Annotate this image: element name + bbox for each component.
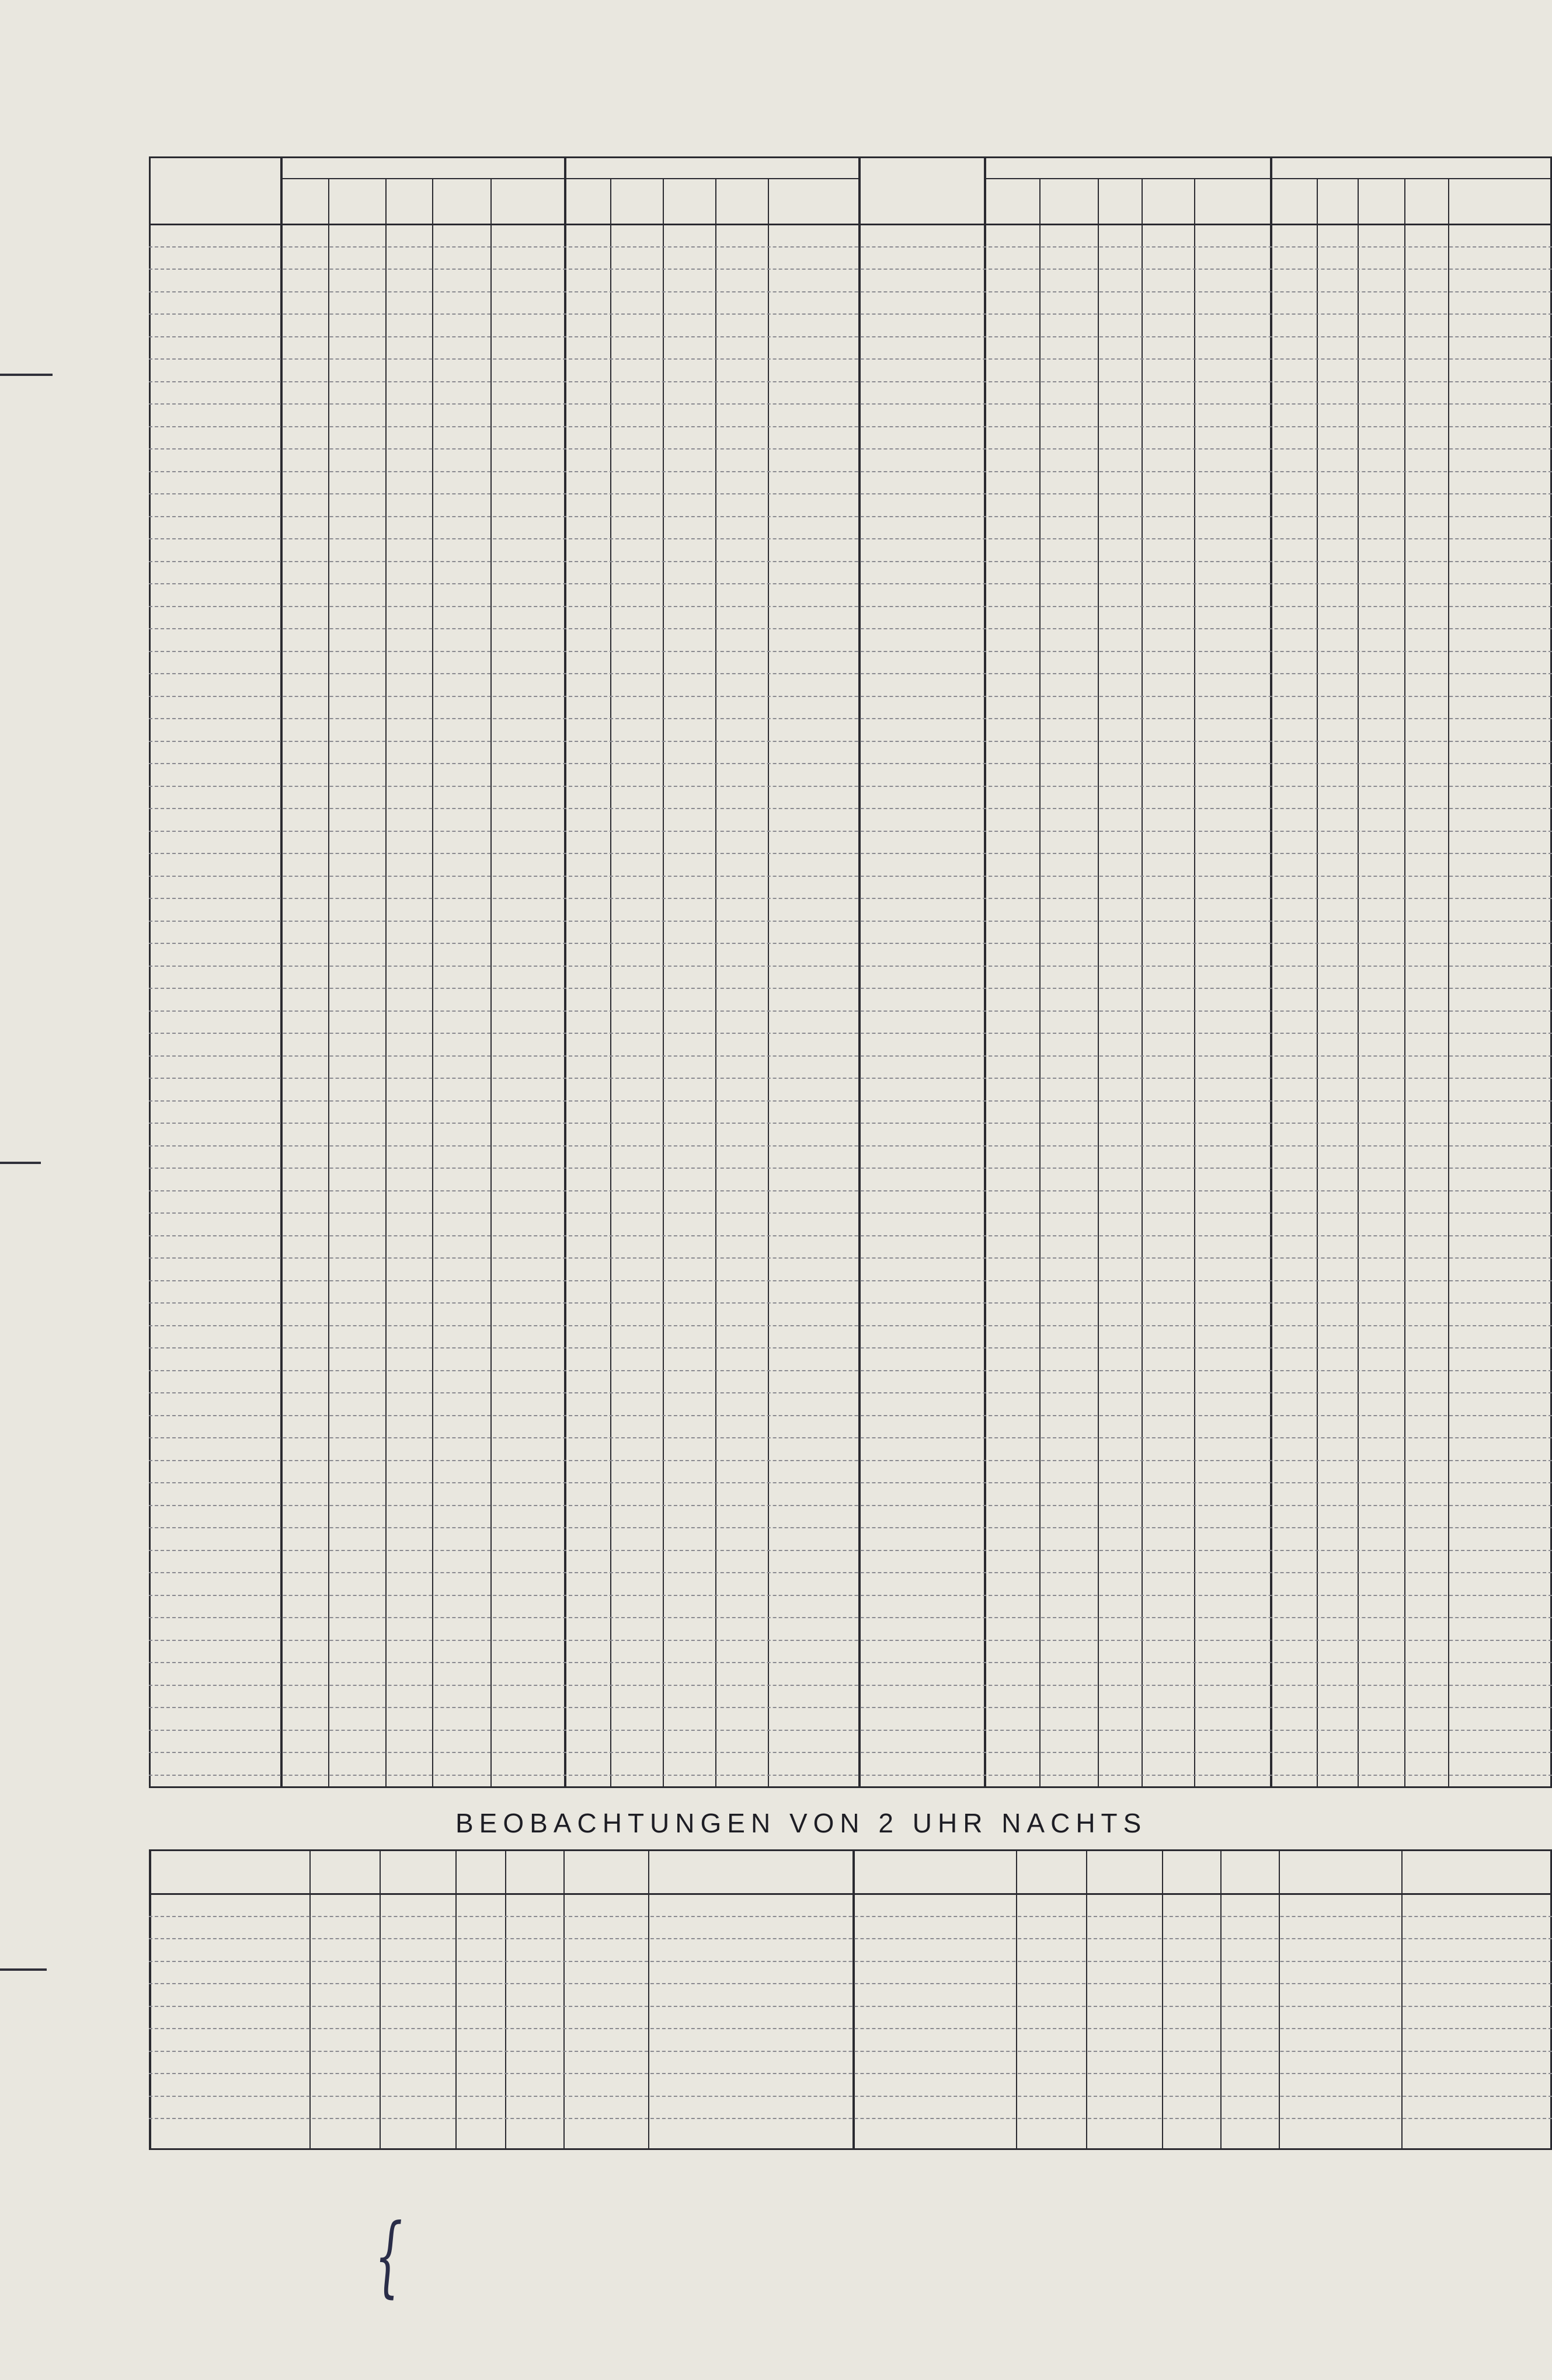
row-divider — [149, 921, 1552, 922]
row-divider — [149, 898, 1552, 899]
table-rule — [858, 178, 859, 1786]
night-observations-title: BEOBACHTUNGEN VON 2 UHR NACHTS — [455, 1808, 1147, 1838]
row-divider — [149, 786, 1552, 787]
row-divider — [149, 651, 1552, 652]
table-rule — [149, 2148, 1552, 2150]
table-rule — [149, 224, 1552, 225]
row-divider — [149, 1983, 1552, 1984]
row-divider — [149, 1961, 1552, 1962]
table-rule — [490, 178, 492, 1786]
row-divider — [149, 381, 1552, 382]
table-rule — [1098, 178, 1099, 1786]
row-divider — [149, 1685, 1552, 1686]
row-divider — [149, 1752, 1552, 1753]
table-rule — [505, 1849, 506, 2148]
table-rule — [149, 156, 1552, 158]
table-rule — [149, 1849, 151, 2148]
table-rule — [1270, 178, 1552, 179]
margin-mark — [0, 1162, 41, 1164]
table-rule — [1016, 1849, 1017, 2148]
row-divider — [149, 2006, 1552, 2007]
table-rule — [1220, 1849, 1222, 2148]
row-divider — [149, 1123, 1552, 1124]
table-rule — [1358, 178, 1359, 1786]
row-divider — [149, 1325, 1552, 1326]
table-rule — [984, 156, 986, 1786]
row-divider — [149, 808, 1552, 809]
table-rule — [455, 1849, 457, 2148]
row-divider — [149, 628, 1552, 629]
table-rule — [149, 1849, 1552, 1851]
row-divider — [149, 1938, 1552, 1939]
row-divider — [149, 1370, 1552, 1371]
table-rule — [768, 178, 769, 1786]
row-divider — [149, 1550, 1552, 1551]
table-rule — [149, 156, 151, 1786]
row-divider — [149, 1572, 1552, 1573]
row-divider — [149, 471, 1552, 472]
table-rule — [663, 178, 664, 1786]
margin-mark — [0, 1968, 47, 1971]
row-divider — [149, 336, 1552, 337]
table-rule — [1039, 178, 1041, 1786]
row-divider — [149, 1347, 1552, 1348]
date-brace: { — [374, 2205, 403, 2307]
row-divider — [149, 583, 1552, 584]
table-rule — [1279, 1849, 1280, 2148]
row-divider — [149, 403, 1552, 405]
row-divider — [149, 831, 1552, 832]
row-divider — [149, 2096, 1552, 2097]
table-rule — [1142, 178, 1143, 1786]
row-divider — [149, 426, 1552, 427]
row-divider — [149, 1527, 1552, 1528]
row-divider — [149, 696, 1552, 697]
row-divider — [149, 606, 1552, 607]
row-divider — [149, 1916, 1552, 1917]
row-divider — [149, 493, 1552, 494]
table-rule — [1448, 178, 1449, 1786]
row-divider — [149, 1482, 1552, 1483]
row-divider — [149, 1505, 1552, 1506]
row-divider — [149, 718, 1552, 719]
row-divider — [149, 1280, 1552, 1281]
table-rule — [1401, 1849, 1403, 2148]
margin-mark — [0, 374, 53, 376]
table-rule — [1194, 178, 1195, 1786]
row-divider — [149, 1640, 1552, 1641]
table-rule — [610, 178, 611, 1786]
table-rule — [1162, 1849, 1163, 2148]
table-rule — [328, 178, 329, 1786]
row-divider — [149, 1775, 1552, 1776]
row-divider — [149, 1033, 1552, 1034]
row-divider — [149, 1257, 1552, 1259]
row-divider — [149, 1595, 1552, 1596]
table-rule — [1086, 1849, 1087, 2148]
row-divider — [149, 2073, 1552, 2074]
table-rule — [385, 178, 387, 1786]
row-divider — [149, 2028, 1552, 2029]
row-divider — [149, 1707, 1552, 1708]
table-rule — [852, 1849, 855, 2148]
row-divider — [149, 1055, 1552, 1057]
row-divider — [149, 1617, 1552, 1618]
row-divider — [149, 561, 1552, 562]
table-rule — [432, 178, 433, 1786]
row-divider — [149, 291, 1552, 292]
row-divider — [149, 313, 1552, 315]
row-divider — [149, 741, 1552, 742]
table-rule — [1270, 156, 1272, 1786]
table-rule — [564, 156, 566, 1786]
row-divider — [149, 1212, 1552, 1214]
row-divider — [149, 1730, 1552, 1731]
row-divider — [149, 1168, 1552, 1169]
table-rule — [149, 1786, 1552, 1788]
table-rule — [280, 156, 283, 1786]
row-divider — [149, 1302, 1552, 1304]
row-divider — [149, 2118, 1552, 2119]
table-rule — [280, 178, 564, 179]
row-divider — [149, 1662, 1552, 1663]
row-divider — [149, 1415, 1552, 1416]
table-rule — [380, 1849, 381, 2148]
row-divider — [149, 1460, 1552, 1461]
row-divider — [149, 1190, 1552, 1191]
row-divider — [149, 966, 1552, 967]
row-divider — [149, 876, 1552, 877]
row-divider — [149, 1010, 1552, 1012]
table-rule — [984, 178, 1270, 179]
row-divider — [149, 448, 1552, 449]
table-rule — [715, 178, 716, 1786]
table-rule — [149, 1893, 1552, 1895]
row-divider — [149, 988, 1552, 989]
table-rule — [648, 1849, 649, 2148]
row-divider — [149, 943, 1552, 944]
row-divider — [149, 1078, 1552, 1079]
row-divider — [149, 1145, 1552, 1147]
table-rule — [564, 178, 858, 179]
row-divider — [149, 1235, 1552, 1236]
row-divider — [149, 763, 1552, 764]
row-divider — [149, 1392, 1552, 1393]
row-divider — [149, 853, 1552, 854]
table-rule — [1404, 178, 1405, 1786]
table-rule — [563, 1849, 565, 2148]
table-rule — [1317, 178, 1318, 1786]
row-divider — [149, 516, 1552, 517]
row-divider — [149, 358, 1552, 360]
row-divider — [149, 246, 1552, 248]
table-rule — [309, 1849, 311, 2148]
row-divider — [149, 673, 1552, 674]
row-divider — [149, 2051, 1552, 2052]
row-divider — [149, 269, 1552, 270]
row-divider — [149, 1100, 1552, 1102]
row-divider — [149, 538, 1552, 539]
row-divider — [149, 1437, 1552, 1438]
